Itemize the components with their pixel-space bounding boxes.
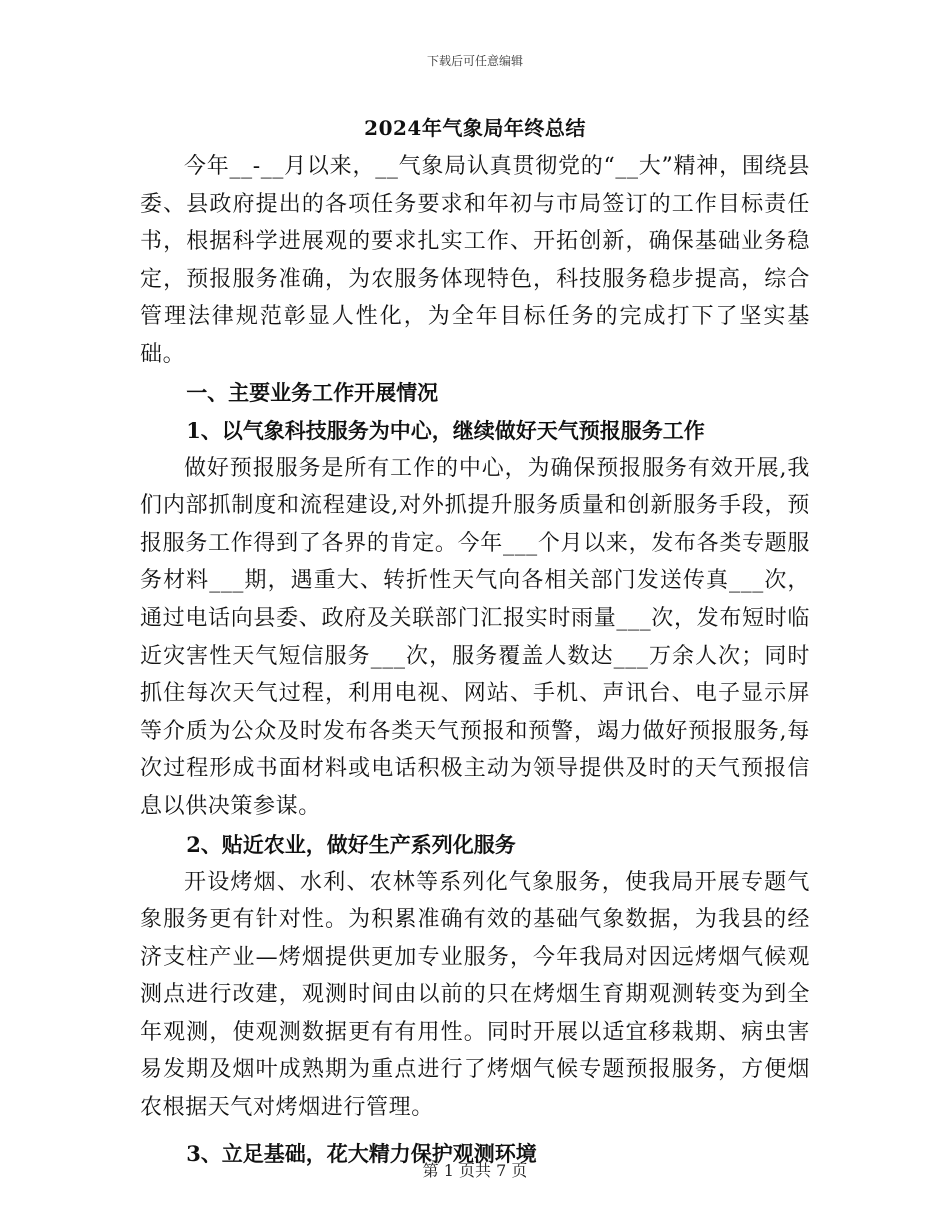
section-heading-1: 一、主要业务工作开展情况 — [186, 379, 439, 405]
subsection-paragraph-1: 做好预报服务是所有工作的中心，为确保预报服务有效开展,我们内部抓制度和流程建设,对外抓提升服务质量和创新服务手段，预报服务工作得到了各界的肯定。今年___个月以来，发布各类专题服务材料___期，遇重大、转折性天气向各相关部门发送传真___次，通过电话向县委、政府及关联部门汇报实时雨量___次，发布短时临近灾害性天气短信服务___次，服务覆盖人数达___万余人次；同时抓住每次天气过程，利用电视、网站、手机、声讯台、电子显示屏等介质为公众及时发布各类天气预报和预警，竭力做好预报服务,每次过程形成书面材料或电话积极主动为领导提供及时的天气预报信息以供决策参谋。 — [140, 455, 810, 819]
subsection-heading-3: 3、立足基础，花大精力保护观测环境 — [186, 1140, 537, 1166]
subsection-heading-1: 1、以气象科技服务为中心，继续做好天气预报服务工作 — [186, 417, 705, 443]
header-note: 下载后可任意编辑 — [426, 54, 523, 68]
document-title: 2024年气象局年终总结 — [364, 116, 586, 140]
subsection-heading-2: 2、贴近农业，做好生产系列化服务 — [186, 831, 516, 857]
intro-paragraph: 今年__-__月以来，__气象局认真贯彻党的“__大”精神，围绕县委、县政府提出的各项任务要求和年初与市局签订的工作目标责任书，根据科学进展观的要求扎实工作、开拓创新，确保基础业务稳定，预报服务准确，为农服务体现特色，科技服务稳步提高，综合管理法律规范彰显人性化，为全年目标任务的完成打下了坚实基础。 — [140, 154, 810, 367]
subsection-paragraph-2: 开设烤烟、水利、农林等系列化气象服务，使我局开展专题气象服务更有针对性。为积累准确有效的基础气象数据，为我县的经济支柱产业—烤烟提供更加专业服务，今年我局对因远烤烟气候观测点进行改建，观测时间由以前的只在烤烟生育期观测转变为到全年观测，使观测数据更有有用性。同时开展以适宜移栽期、病虫害易发期及烟叶成熟期为重点进行了烤烟气候专题预报服务，方便烟农根据天气对烤烟进行管理。 — [140, 869, 810, 1121]
page-number-footer: 第 1 页共 7 页 — [422, 1161, 528, 1180]
document-body — [140, 108, 810, 1173]
